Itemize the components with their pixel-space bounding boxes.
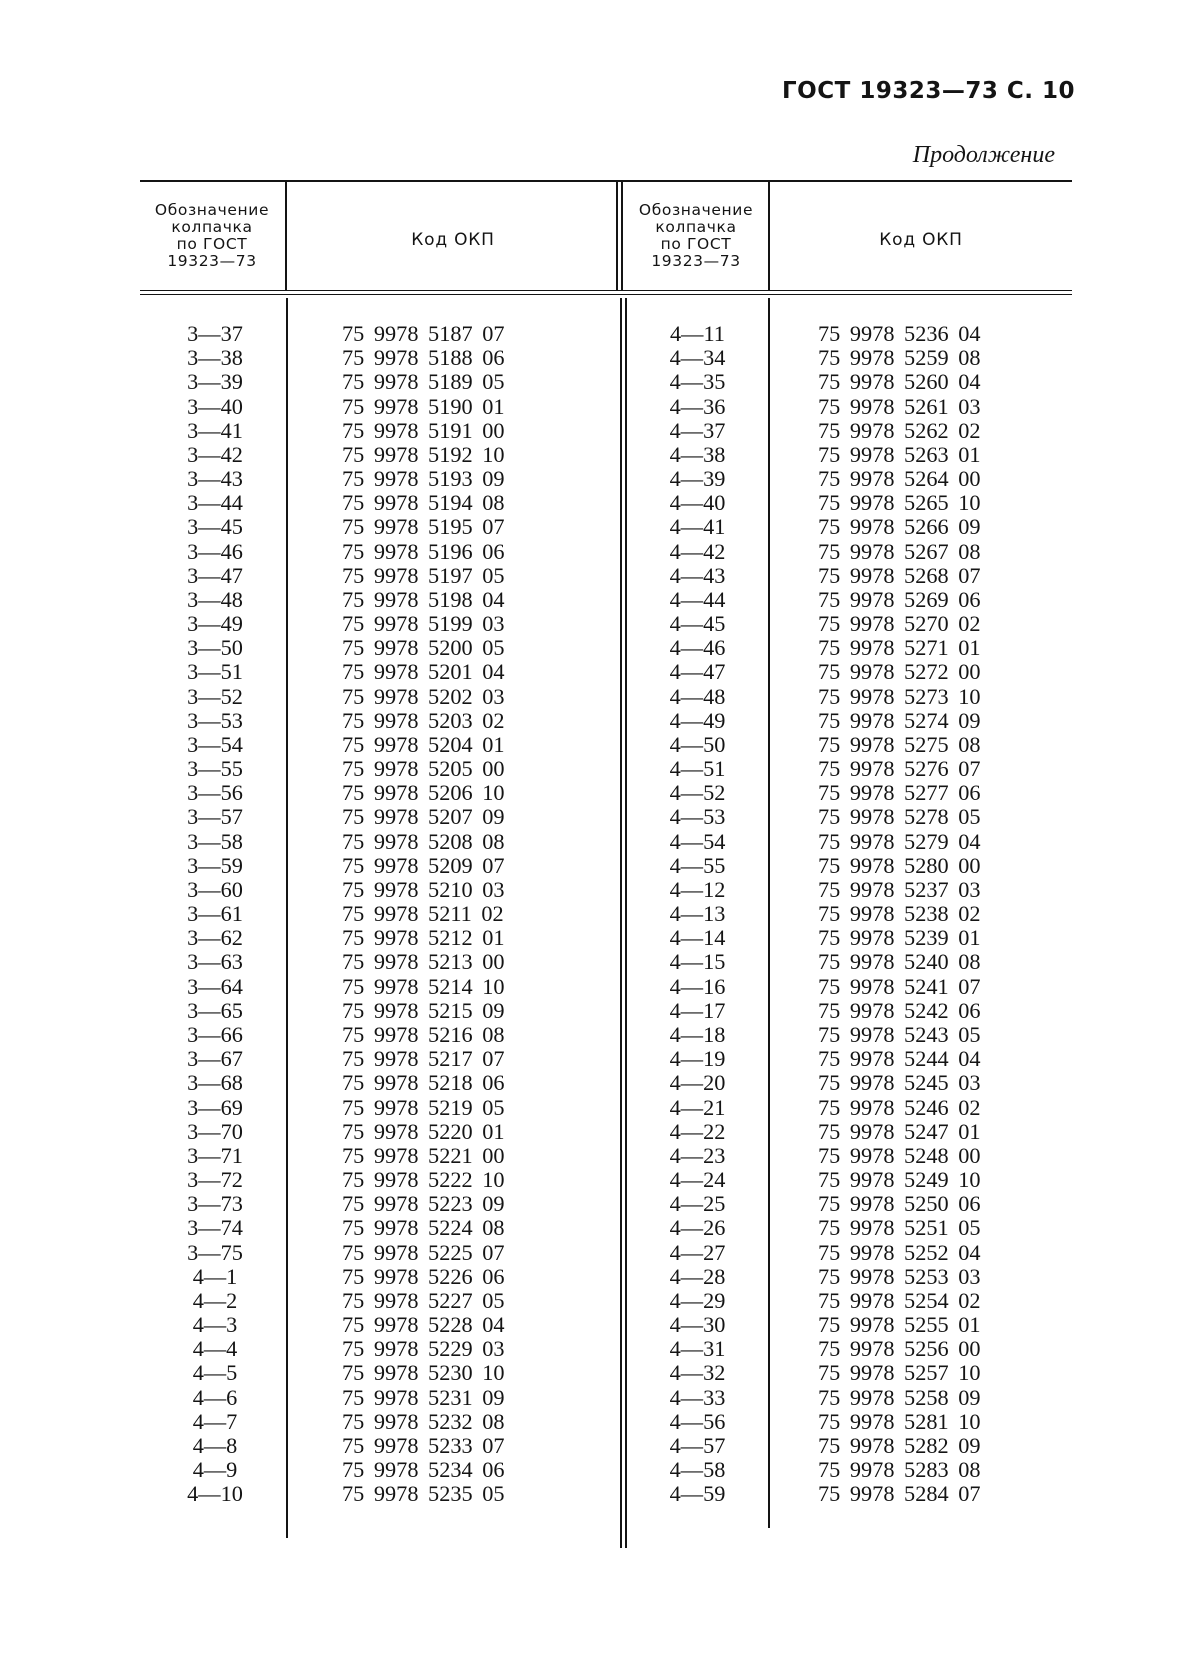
table-cell-code: 75 9978 5212 01 bbox=[342, 925, 505, 951]
table-cell-code: 75 9978 5194 08 bbox=[342, 490, 505, 516]
continuation-label: Продолжение bbox=[912, 142, 1055, 168]
table-cell-designation: 3—56 bbox=[187, 780, 243, 806]
table-cell-designation: 4—23 bbox=[669, 1142, 726, 1168]
table-cell-code: 75 9978 5257 10 bbox=[818, 1360, 981, 1386]
table-cell-code: 75 9978 5227 05 bbox=[342, 1287, 505, 1313]
table-cell-code: 75 9978 5281 10 bbox=[818, 1408, 981, 1434]
table-cell-designation: 3—58 bbox=[187, 828, 243, 854]
table-cell-code: 75 9978 5243 05 bbox=[818, 1021, 981, 1047]
table-cell-designation: 4—5 bbox=[192, 1360, 238, 1386]
table-cell-code: 75 9978 5256 00 bbox=[818, 1336, 981, 1362]
table-cell-designation: 4—18 bbox=[669, 1021, 726, 1047]
table-cell-code: 75 9978 5269 06 bbox=[818, 586, 981, 612]
table-cell-designation: 3—51 bbox=[187, 659, 243, 685]
table-cell-code: 75 9978 5202 03 bbox=[342, 683, 505, 709]
table-cell-code: 75 9978 5201 04 bbox=[342, 659, 505, 685]
table-cell-designation: 4—39 bbox=[669, 466, 726, 492]
table-cell-designation: 4—45 bbox=[669, 611, 726, 637]
table-cell-code: 75 9978 5238 02 bbox=[818, 901, 981, 927]
table-cell-code: 75 9978 5270 02 bbox=[818, 611, 981, 637]
table-cell-designation: 3—75 bbox=[187, 1239, 243, 1265]
right-designation-header: Обозначение колпачка по ГОСТ 19323—73 bbox=[638, 201, 754, 270]
table-cell-code: 75 9978 5226 06 bbox=[342, 1263, 505, 1289]
table-cell-designation: 4—22 bbox=[669, 1118, 726, 1144]
table-cell-code: 75 9978 5241 07 bbox=[818, 973, 981, 999]
table-cell-code: 75 9978 5236 04 bbox=[818, 321, 981, 346]
table-cell-code: 75 9978 5192 10 bbox=[342, 441, 505, 467]
table-cell-code: 75 9978 5276 07 bbox=[818, 756, 981, 782]
table-cell-code: 75 9978 5193 09 bbox=[342, 466, 505, 492]
table-cell-code: 75 9978 5205 00 bbox=[342, 756, 505, 782]
table-cell-designation: 3—55 bbox=[187, 756, 243, 782]
table-cell-designation: 4—13 bbox=[669, 901, 726, 927]
table-cell-code: 75 9978 5199 03 bbox=[342, 611, 505, 637]
table-cell-code: 75 9978 5264 00 bbox=[818, 466, 981, 492]
table-cell-designation: 3—74 bbox=[187, 1215, 243, 1241]
table-cell-designation: 3—60 bbox=[187, 876, 243, 902]
table-cell-designation: 4—55 bbox=[669, 852, 726, 878]
table-cell-designation: 4—37 bbox=[669, 417, 726, 443]
table-top-rule bbox=[140, 180, 1072, 182]
table-cell-code: 75 9978 5235 05 bbox=[342, 1481, 505, 1507]
table-cell-designation: 3—57 bbox=[187, 804, 243, 830]
table-cell-designation: 3—41 bbox=[187, 417, 243, 443]
table-cell-code: 75 9978 5280 00 bbox=[818, 852, 981, 878]
table-cell-code: 75 9978 5249 10 bbox=[818, 1167, 981, 1193]
table-cell-code: 75 9978 5222 10 bbox=[342, 1167, 505, 1193]
table-cell-designation: 4—42 bbox=[669, 538, 726, 564]
table-cell-designation: 3—54 bbox=[187, 731, 243, 757]
table-cell-designation: 4—52 bbox=[669, 780, 726, 806]
table-cell-code: 75 9978 5189 05 bbox=[342, 369, 505, 395]
table-cell-designation: 4—17 bbox=[669, 997, 726, 1023]
table-cell-designation: 4—2 bbox=[192, 1287, 238, 1313]
table-cell-code: 75 9978 5216 08 bbox=[342, 1021, 505, 1047]
table-cell-designation: 4—20 bbox=[669, 1070, 726, 1096]
table-cell-code: 75 9978 5266 09 bbox=[818, 514, 981, 540]
table-cell-designation: 3—47 bbox=[187, 562, 243, 588]
table-cell-code: 75 9978 5244 04 bbox=[818, 1046, 981, 1072]
table-cell-designation: 4—51 bbox=[669, 756, 726, 782]
table-cell-code: 75 9978 5260 04 bbox=[818, 369, 981, 395]
table-cell-designation: 4—30 bbox=[669, 1312, 726, 1338]
table-cell-designation: 4—54 bbox=[669, 828, 726, 854]
table-cell-code: 75 9978 5217 07 bbox=[342, 1046, 505, 1072]
table-cell-designation: 3—72 bbox=[187, 1167, 243, 1193]
table-cell-code: 75 9978 5237 03 bbox=[818, 876, 981, 902]
table-cell-code: 75 9978 5208 08 bbox=[342, 828, 505, 854]
table-cell-code: 75 9978 5239 01 bbox=[818, 925, 981, 951]
table-cell-code: 75 9978 5224 08 bbox=[342, 1215, 505, 1241]
left-code-column bbox=[342, 322, 582, 1506]
table-cell-code: 75 9978 5233 07 bbox=[342, 1432, 505, 1458]
table-cell-code: 75 9978 5261 03 bbox=[818, 393, 981, 419]
table-cell-code: 75 9978 5252 04 bbox=[818, 1239, 981, 1265]
left-code-header: Код ОКП bbox=[411, 230, 495, 250]
table-cell-code: 75 9978 5213 00 bbox=[342, 949, 505, 975]
table-cell-designation: 4—44 bbox=[669, 586, 726, 612]
table-cell-code: 75 9978 5279 04 bbox=[818, 828, 981, 854]
page-number: С. 10 bbox=[1006, 78, 1075, 104]
left-designation-column bbox=[150, 322, 280, 1506]
table-cell-designation: 3—40 bbox=[187, 393, 243, 419]
table-cell-designation: 4—15 bbox=[669, 949, 726, 975]
table-cell-designation: 4—46 bbox=[669, 635, 726, 661]
table-cell-code: 75 9978 5196 06 bbox=[342, 538, 505, 564]
table-cell-designation: 4—24 bbox=[669, 1167, 726, 1193]
table-cell-code: 75 9978 5231 09 bbox=[342, 1384, 505, 1410]
table-cell-designation: 3—46 bbox=[187, 538, 243, 564]
table-cell-designation: 3—71 bbox=[187, 1142, 243, 1168]
table-cell-designation: 4—11 bbox=[670, 321, 725, 346]
table-cell-code: 75 9978 5283 08 bbox=[818, 1457, 981, 1483]
table-cell-designation: 4—32 bbox=[669, 1360, 726, 1386]
table-cell-code: 75 9978 5255 01 bbox=[818, 1312, 981, 1338]
table-cell-code: 75 9978 5278 05 bbox=[818, 804, 981, 830]
table-cell-designation: 3—45 bbox=[187, 514, 243, 540]
table-cell-designation: 3—63 bbox=[187, 949, 243, 975]
table-cell-code: 75 9978 5221 00 bbox=[342, 1142, 505, 1168]
table-cell-designation: 3—49 bbox=[187, 611, 243, 637]
table-cell-designation: 3—59 bbox=[187, 852, 243, 878]
table-cell-designation: 3—62 bbox=[187, 925, 243, 951]
table-cell-code: 75 9978 5246 02 bbox=[818, 1094, 981, 1120]
table-cell-code: 75 9978 5204 01 bbox=[342, 731, 505, 757]
table-cell-code: 75 9978 5232 08 bbox=[342, 1408, 505, 1434]
table-cell-designation: 4—36 bbox=[669, 393, 726, 419]
table-cell-designation: 4—9 bbox=[192, 1457, 238, 1483]
table-cell-code: 75 9978 5250 06 bbox=[818, 1191, 981, 1217]
column-divider-center-body-2 bbox=[625, 298, 627, 1548]
table-cell-designation: 4—6 bbox=[192, 1384, 238, 1410]
table-cell-designation: 4—7 bbox=[192, 1408, 238, 1434]
table-cell-code: 75 9978 5207 09 bbox=[342, 804, 505, 830]
table-cell-designation: 4—33 bbox=[669, 1384, 726, 1410]
table-cell-code: 75 9978 5220 01 bbox=[342, 1118, 505, 1144]
table-cell-code: 75 9978 5218 06 bbox=[342, 1070, 505, 1096]
table-cell-code: 75 9978 5251 05 bbox=[818, 1215, 981, 1241]
table-cell-code: 75 9978 5210 03 bbox=[342, 876, 505, 902]
page-header bbox=[782, 78, 1075, 104]
table-cell-designation: 4—16 bbox=[669, 973, 726, 999]
table-cell-code: 75 9978 5271 01 bbox=[818, 635, 981, 661]
table-cell-designation: 4—12 bbox=[669, 876, 726, 902]
table-cell-designation: 4—48 bbox=[669, 683, 726, 709]
column-divider-center bbox=[616, 182, 618, 290]
table-cell-designation: 4—41 bbox=[669, 514, 726, 540]
table-cell-designation: 4—19 bbox=[669, 1046, 726, 1072]
table-cell-designation: 4—26 bbox=[669, 1215, 726, 1241]
table-cell-code: 75 9978 5284 07 bbox=[818, 1481, 981, 1507]
table-cell-designation: 4—43 bbox=[669, 562, 726, 588]
table-cell-designation: 3—70 bbox=[187, 1118, 243, 1144]
table-cell-code: 75 9978 5209 07 bbox=[342, 852, 505, 878]
header-bottom-rule bbox=[140, 290, 1072, 291]
table-cell-designation: 4—21 bbox=[669, 1094, 726, 1120]
column-divider-3-body bbox=[768, 298, 770, 1528]
table-cell-code: 75 9978 5229 03 bbox=[342, 1336, 505, 1362]
table-cell-designation: 3—61 bbox=[187, 901, 243, 927]
table-cell-designation: 3—48 bbox=[187, 586, 243, 612]
table-cell-designation: 3—68 bbox=[187, 1070, 243, 1096]
column-divider-1-body bbox=[286, 298, 288, 1538]
table-cell-designation: 4—58 bbox=[669, 1457, 726, 1483]
table-cell-code: 75 9978 5214 10 bbox=[342, 973, 505, 999]
table-cell-code: 75 9978 5258 09 bbox=[818, 1384, 981, 1410]
column-divider-center-body bbox=[620, 298, 622, 1548]
table-cell-code: 75 9978 5234 06 bbox=[342, 1457, 505, 1483]
table-cell-code: 75 9978 5282 09 bbox=[818, 1432, 981, 1458]
table-cell-code: 75 9978 5267 08 bbox=[818, 538, 981, 564]
table-cell-designation: 4—34 bbox=[669, 345, 726, 371]
table-cell-designation: 4—50 bbox=[669, 731, 726, 757]
table-cell-code: 75 9978 5230 10 bbox=[342, 1360, 505, 1386]
table-cell-designation: 4—47 bbox=[669, 659, 726, 685]
table-cell-code: 75 9978 5197 05 bbox=[342, 562, 505, 588]
table-cell-code: 75 9978 5203 02 bbox=[342, 707, 505, 733]
table-cell-designation: 4—38 bbox=[669, 441, 726, 467]
right-designation-column bbox=[630, 322, 765, 1506]
table-cell-code: 75 9978 5247 01 bbox=[818, 1118, 981, 1144]
column-divider-center-2 bbox=[621, 182, 623, 290]
header-bottom-rule-2 bbox=[140, 294, 1072, 295]
table-cell-designation: 4—49 bbox=[669, 707, 726, 733]
table-cell-designation: 4—3 bbox=[192, 1312, 238, 1338]
table-cell-designation: 3—52 bbox=[187, 683, 243, 709]
table-cell-code: 75 9978 5273 10 bbox=[818, 683, 981, 709]
table-cell-designation: 3—39 bbox=[187, 369, 243, 395]
table-cell-code: 75 9978 5240 08 bbox=[818, 949, 981, 975]
table-cell-code: 75 9978 5277 06 bbox=[818, 780, 981, 806]
table-cell-code: 75 9978 5268 07 bbox=[818, 562, 981, 588]
table-cell-code: 75 9978 5248 00 bbox=[818, 1142, 981, 1168]
table-cell-designation: 4—56 bbox=[669, 1408, 726, 1434]
table-cell-designation: 3—64 bbox=[187, 973, 243, 999]
table-cell-designation: 4—29 bbox=[669, 1287, 726, 1313]
table-cell-designation: 3—65 bbox=[187, 997, 243, 1023]
table-cell-designation: 4—8 bbox=[192, 1432, 238, 1458]
table-cell-designation: 4—28 bbox=[669, 1263, 726, 1289]
table-cell-code: 75 9978 5200 05 bbox=[342, 635, 505, 661]
table-cell-code: 75 9978 5275 08 bbox=[818, 731, 981, 757]
table-cell-code: 75 9978 5195 07 bbox=[342, 514, 505, 540]
table-cell-designation: 3—73 bbox=[187, 1191, 243, 1217]
table-cell-code: 75 9978 5274 09 bbox=[818, 707, 981, 733]
table-cell-designation: 4—57 bbox=[669, 1432, 726, 1458]
table-cell-code: 75 9978 5259 08 bbox=[818, 345, 981, 371]
table-cell-code: 75 9978 5198 04 bbox=[342, 586, 505, 612]
table-cell-code: 75 9978 5219 05 bbox=[342, 1094, 505, 1120]
table-cell-code: 75 9978 5215 09 bbox=[342, 997, 505, 1023]
table-cell-code: 75 9978 5265 10 bbox=[818, 490, 981, 516]
table-cell-designation: 3—69 bbox=[187, 1094, 243, 1120]
table-cell-code: 75 9978 5188 06 bbox=[342, 345, 505, 371]
table-cell-code: 75 9978 5187 07 bbox=[342, 321, 505, 346]
table-cell-designation: 3—50 bbox=[187, 635, 243, 661]
table-cell-code: 75 9978 5206 10 bbox=[342, 780, 505, 806]
table-cell-designation: 3—42 bbox=[187, 441, 243, 467]
table-cell-designation: 3—66 bbox=[187, 1021, 243, 1047]
table-cell-code: 75 9978 5223 09 bbox=[342, 1191, 505, 1217]
table-cell-code: 75 9978 5191 00 bbox=[342, 417, 505, 443]
table-cell-code: 75 9978 5272 00 bbox=[818, 659, 981, 685]
table-cell-designation: 3—38 bbox=[187, 345, 243, 371]
table-cell-designation: 4—53 bbox=[669, 804, 726, 830]
table-cell-code: 75 9978 5242 06 bbox=[818, 997, 981, 1023]
table-cell-designation: 4—59 bbox=[669, 1481, 726, 1507]
table-cell-designation: 4—40 bbox=[669, 490, 726, 516]
table-cell-code: 75 9978 5225 07 bbox=[342, 1239, 505, 1265]
table-cell-designation: 3—44 bbox=[187, 490, 243, 516]
table-cell-designation: 3—67 bbox=[187, 1046, 243, 1072]
table-cell-code: 75 9978 5211 02 bbox=[342, 901, 504, 927]
table-cell-designation: 4—25 bbox=[669, 1191, 726, 1217]
table-cell-designation: 3—43 bbox=[187, 466, 243, 492]
table-cell-designation: 4—35 bbox=[669, 369, 726, 395]
table-cell-designation: 4—10 bbox=[187, 1481, 243, 1507]
standard-number: ГОСТ 19323—73 bbox=[782, 78, 999, 104]
right-code-header: Код ОКП bbox=[879, 230, 963, 250]
table-cell-code: 75 9978 5254 02 bbox=[818, 1287, 981, 1313]
table-cell-designation: 4—27 bbox=[669, 1239, 726, 1265]
right-code-column bbox=[818, 322, 1058, 1506]
table-cell-designation: 4—4 bbox=[192, 1336, 238, 1362]
table-cell-code: 75 9978 5190 01 bbox=[342, 393, 505, 419]
table-cell-designation: 3—53 bbox=[187, 707, 243, 733]
left-designation-header: Обозначение колпачка по ГОСТ 19323—73 bbox=[154, 201, 270, 270]
table-cell-designation: 4—14 bbox=[669, 925, 726, 951]
table-cell-code: 75 9978 5263 01 bbox=[818, 441, 981, 467]
column-divider-1 bbox=[285, 182, 287, 290]
table-cell-code: 75 9978 5228 04 bbox=[342, 1312, 505, 1338]
table-cell-designation: 3—37 bbox=[187, 321, 243, 346]
table-cell-code: 75 9978 5262 02 bbox=[818, 417, 981, 443]
table-cell-designation: 4—1 bbox=[192, 1263, 238, 1289]
table-cell-code: 75 9978 5253 03 bbox=[818, 1263, 981, 1289]
table-cell-code: 75 9978 5245 03 bbox=[818, 1070, 981, 1096]
table-cell-designation: 4—31 bbox=[669, 1336, 726, 1362]
